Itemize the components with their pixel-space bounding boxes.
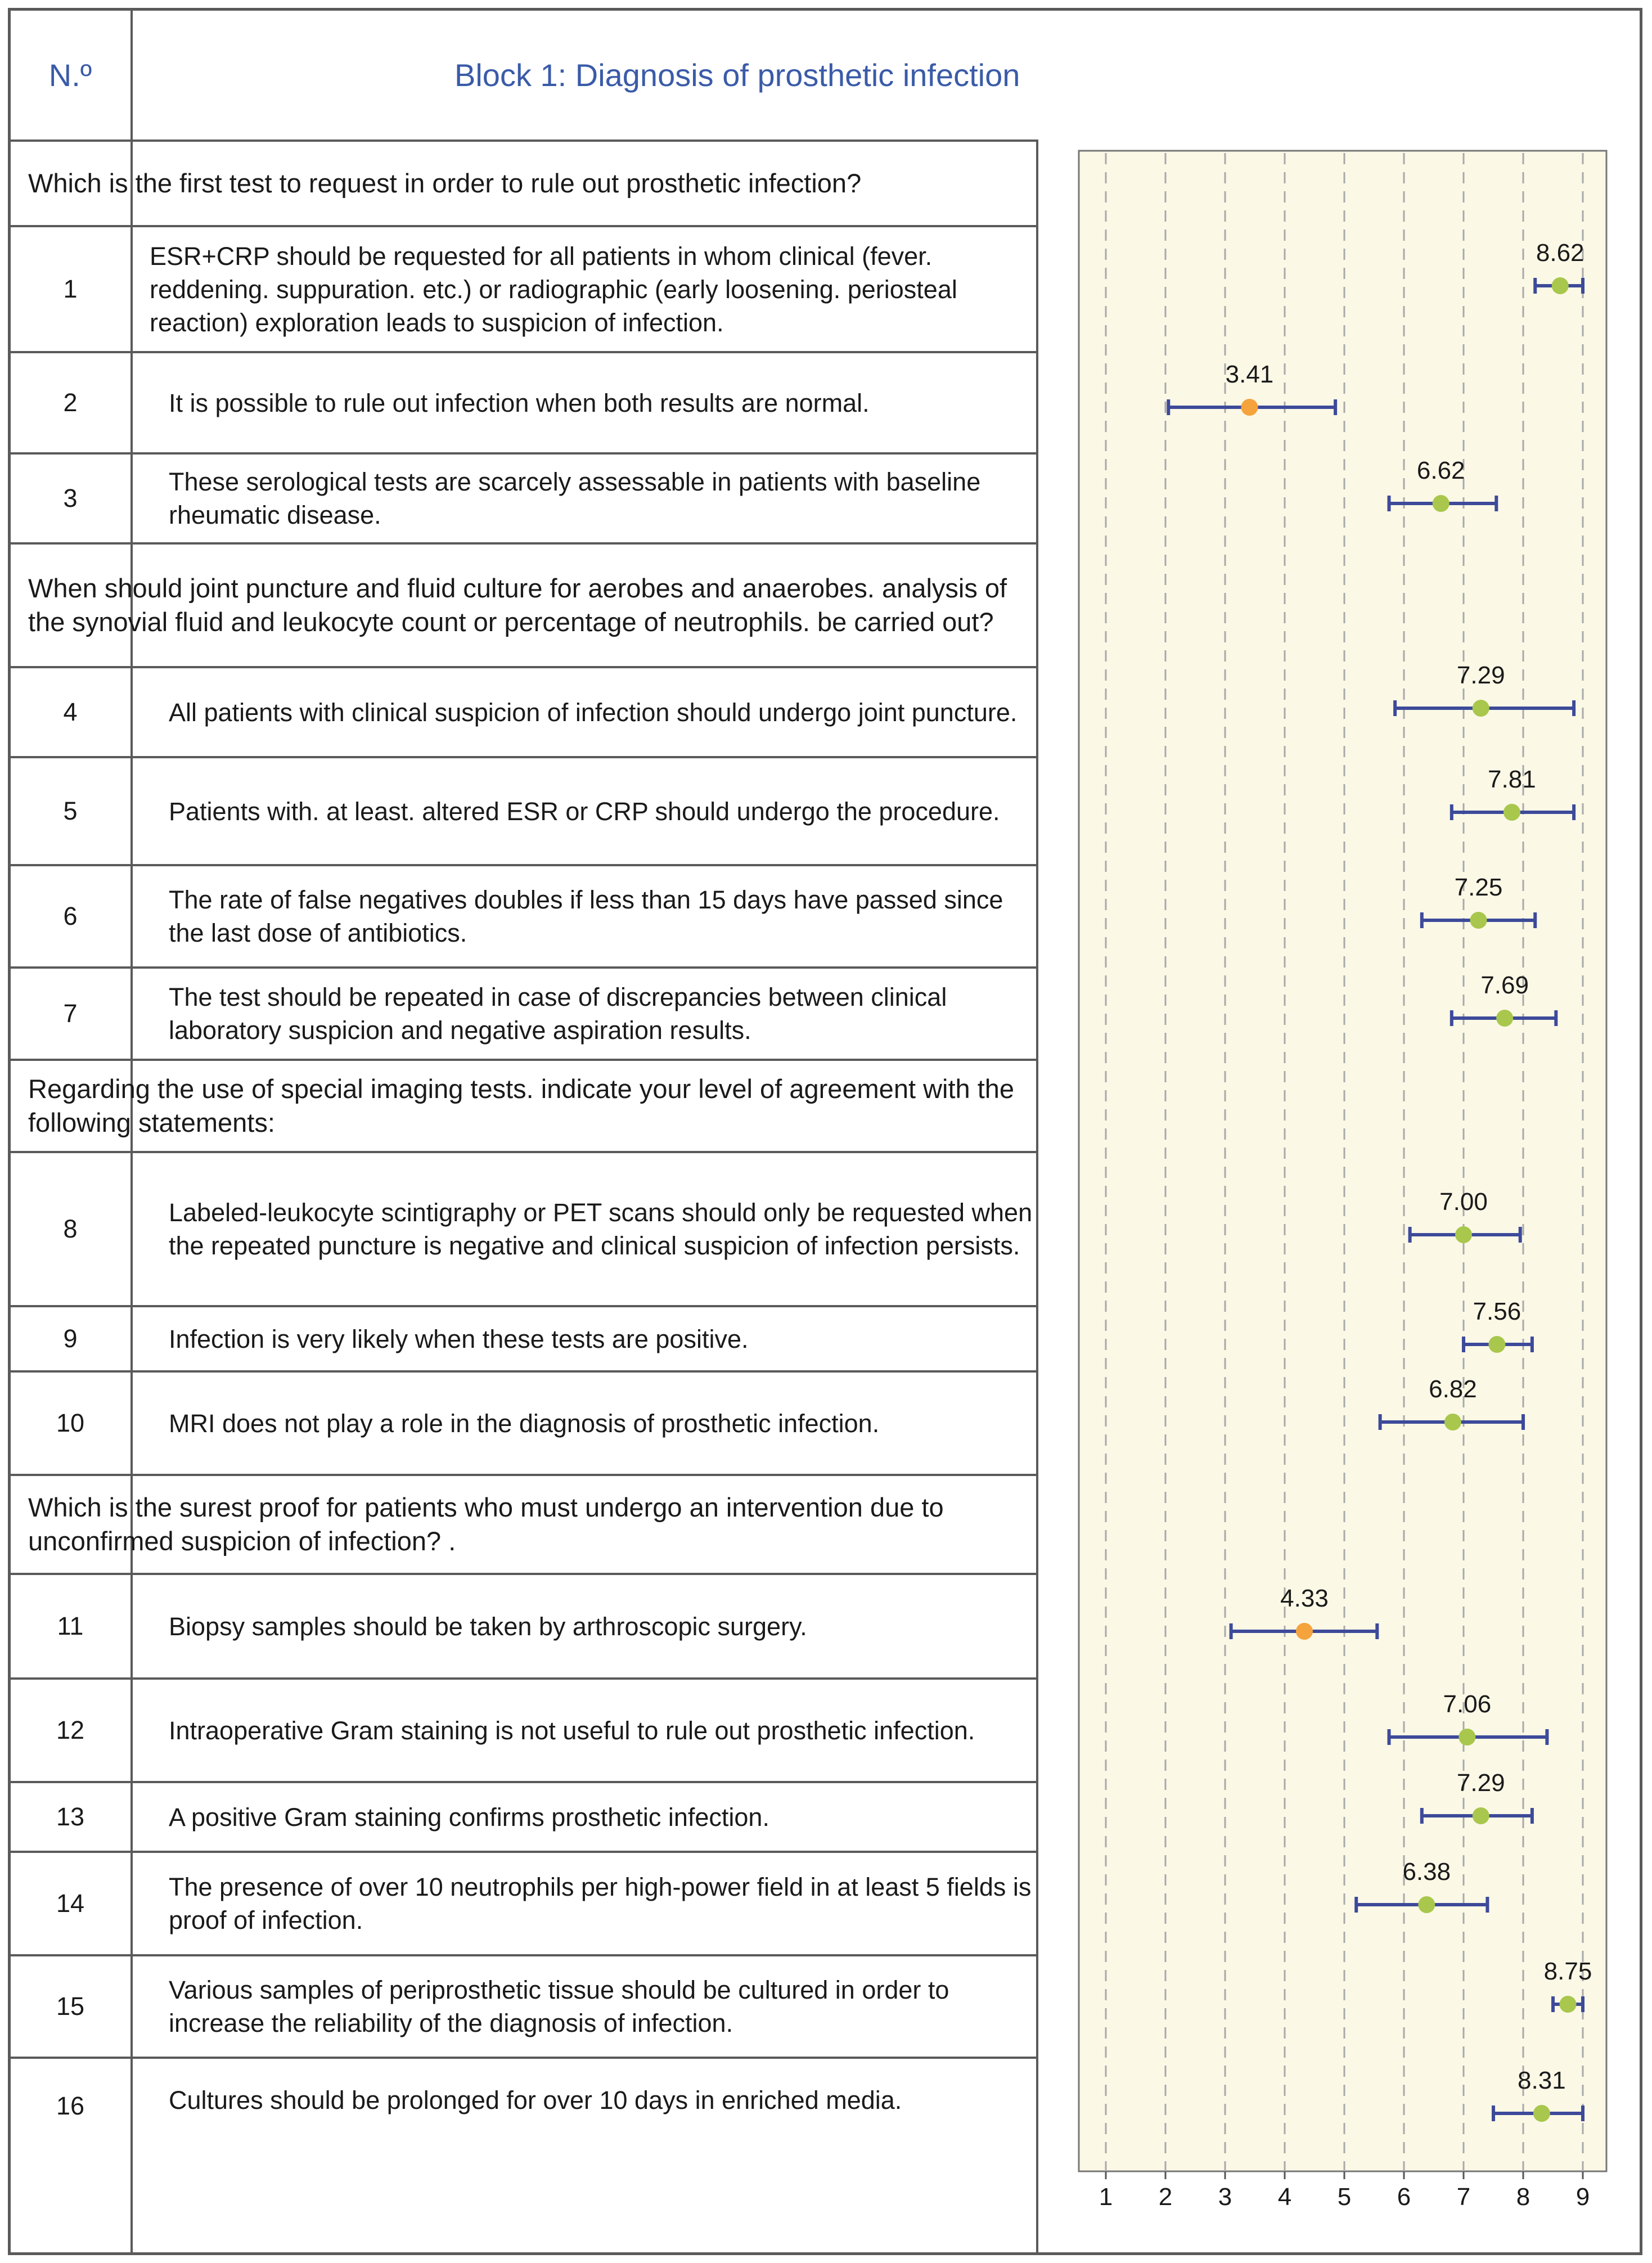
mean-point — [1444, 1414, 1461, 1430]
mean-value-label: 7.69 — [1480, 971, 1529, 999]
mean-value-label: 4.33 — [1280, 1585, 1329, 1612]
item-number: 12 — [56, 1716, 85, 1744]
item-statement: The presence of over 10 neutrophils per high-power field in at least 5 fields is proof of infection. — [169, 1873, 1032, 1934]
mean-value-label: 8.62 — [1536, 239, 1585, 267]
mean-value-label: 8.31 — [1518, 2067, 1566, 2094]
item-number: 11 — [57, 1612, 84, 1640]
mean-value-label: 8.75 — [1543, 1958, 1592, 1985]
mean-point — [1473, 1807, 1489, 1824]
item-statement: The rate of false negatives doubles if less than 15 days have passed since the last dose of antibiotics. — [169, 885, 1003, 947]
mean-point — [1488, 1336, 1505, 1353]
mean-value-label: 3.41 — [1225, 361, 1274, 388]
mean-value-label: 6.38 — [1402, 1858, 1451, 1886]
item-statement: It is possible to rule out infection when both results are normal. — [169, 388, 870, 417]
mean-point — [1470, 912, 1487, 929]
item-statement: Cultures should be prolonged for over 10 days in enriched media. — [169, 2086, 902, 2114]
mean-point — [1533, 2105, 1550, 2122]
mean-point — [1560, 1996, 1577, 2013]
item-statement: A positive Gram staining confirms prosthetic infection. — [169, 1802, 769, 1832]
item-number: 8 — [63, 1214, 78, 1243]
section-question: Which is the first test to request in order to rule out prosthetic infection? — [28, 168, 862, 198]
item-number: 13 — [56, 1802, 85, 1831]
section-question: Regarding the use of special imaging tests. indicate your level of agreement with the following statements: — [28, 1074, 1015, 1137]
item-number: 16 — [56, 2091, 85, 2120]
item-statement: Infection is very likely when these tests are positive. — [169, 1324, 749, 1353]
x-tick-label: 5 — [1337, 2183, 1352, 2211]
section-question: Which is the surest proof for patients who must undergo an intervention due to unconfirmed suspicion of infection? . — [28, 1492, 944, 1556]
item-number: 7 — [63, 999, 78, 1028]
mean-point — [1473, 700, 1489, 717]
x-tick-label: 8 — [1516, 2183, 1531, 2211]
item-statement: The test should be repeated in case of discrepancies between clinical laboratory suspicion and negative aspiration results. — [169, 983, 947, 1045]
section-question: When should joint puncture and fluid culture for aerobes and anaerobes. analysis of the synovial fluid and leukocyte count or percentage of neutrophils. be carried out? — [28, 573, 1007, 637]
item-number: 5 — [63, 797, 78, 825]
x-tick-label: 2 — [1158, 2183, 1173, 2211]
x-tick-label: 6 — [1397, 2183, 1411, 2211]
item-statement: Intraoperative Gram staining is not useful to rule out prosthetic infection. — [169, 1716, 975, 1745]
item-statement: These serological tests are scarcely assessable in patients with baseline rheumatic disease. — [169, 467, 981, 529]
item-number: 6 — [63, 902, 78, 930]
x-tick-label: 1 — [1099, 2183, 1113, 2211]
item-statement: Labeled-leukocyte scintigraphy or PET scans should only be requested when the repeated puncture is negative and clinical suspicion of infection persists. — [169, 1198, 1033, 1260]
mean-value-label: 6.62 — [1416, 457, 1465, 484]
mean-value-label: 7.81 — [1488, 766, 1536, 793]
item-statement: Biopsy samples should be taken by arthroscopic surgery. — [169, 1612, 807, 1641]
mean-point — [1433, 495, 1450, 512]
item-statement: Patients with. at least. altered ESR or CRP should undergo the procedure. — [169, 797, 1000, 826]
mean-value-label: 7.56 — [1473, 1298, 1522, 1325]
mean-point — [1455, 1226, 1472, 1243]
mean-value-label: 7.06 — [1443, 1690, 1492, 1718]
item-number: 10 — [56, 1409, 85, 1437]
x-tick-label: 4 — [1277, 2183, 1292, 2211]
mean-point — [1459, 1729, 1475, 1745]
mean-value-label: 7.00 — [1439, 1188, 1488, 1216]
mean-point — [1496, 1010, 1513, 1027]
number-column-header: N.º — [48, 57, 92, 93]
item-number: 1 — [63, 275, 78, 303]
item-number: 2 — [63, 388, 78, 417]
x-tick-label: 9 — [1576, 2183, 1590, 2211]
plot-area — [1079, 151, 1606, 2171]
mean-point — [1504, 804, 1520, 821]
x-tick-label: 7 — [1456, 2183, 1471, 2211]
item-statement: ESR+CRP should be requested for all patients in whom clinical (fever. reddening. suppuration. etc.) or radiographic (early loosening. periosteal reaction) exploration leads to suspicion of infection. — [150, 241, 957, 337]
mean-value-label: 7.29 — [1456, 662, 1505, 689]
item-number: 9 — [63, 1324, 78, 1353]
item-number: 3 — [63, 484, 78, 512]
item-number: 4 — [63, 698, 78, 726]
x-tick-label: 3 — [1218, 2183, 1232, 2211]
mean-point — [1241, 399, 1258, 416]
mean-point — [1552, 277, 1569, 294]
block-title: Block 1: Diagnosis of prosthetic infection — [454, 57, 1020, 93]
mean-value-label: 6.82 — [1429, 1375, 1477, 1403]
item-number: 15 — [56, 1992, 85, 2021]
mean-point — [1296, 1623, 1313, 1640]
item-statement: All patients with clinical suspicion of infection should undergo joint puncture. — [169, 698, 1018, 727]
mean-value-label: 7.25 — [1454, 874, 1503, 901]
mean-point — [1418, 1896, 1435, 1913]
item-number: 14 — [56, 1889, 85, 1918]
mean-value-label: 7.29 — [1456, 1769, 1505, 1797]
item-statement: MRI does not play a role in the diagnosis of prosthetic infection. — [169, 1409, 880, 1438]
item-statement: Various samples of periprosthetic tissue should be cultured in order to increase the reliability of the diagnosis of infection. — [169, 1976, 949, 2037]
